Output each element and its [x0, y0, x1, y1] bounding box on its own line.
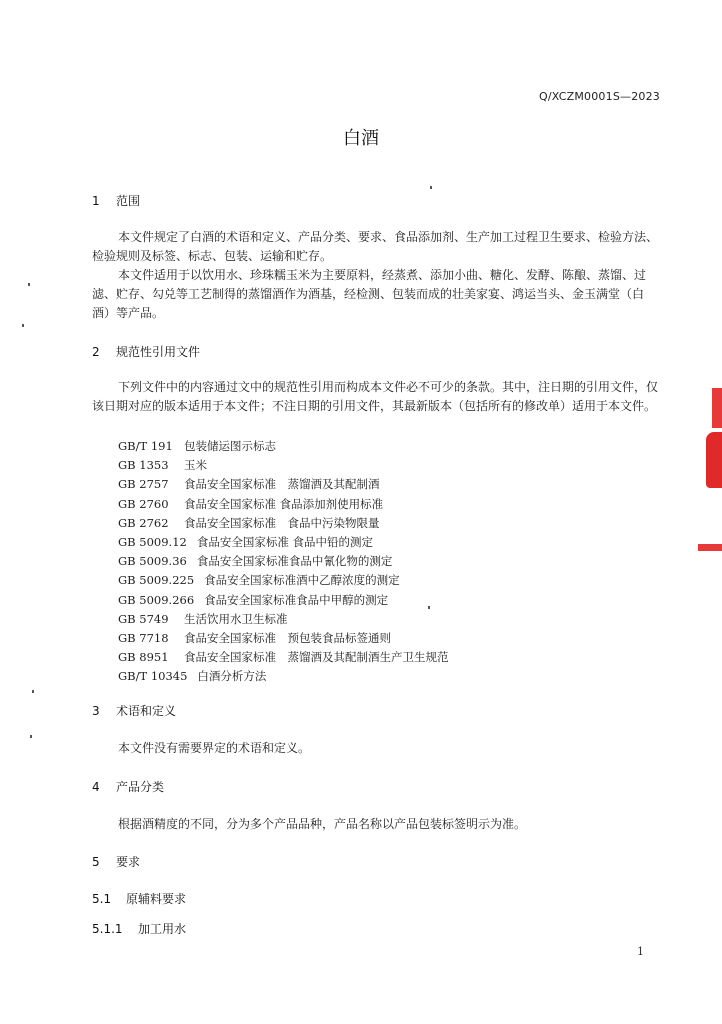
reference-code: GB/T 191	[118, 439, 173, 453]
reference-title: 食品安全国家标准 食品中污染物限量	[184, 515, 380, 530]
section-1-paragraph-2	[92, 266, 660, 323]
standard-code: Q/XCZM0001S—2023	[539, 90, 660, 103]
reference-title: 包装储运图示标志	[184, 439, 276, 453]
reference-title: 食品安全国家标准酒中乙醇浓度的测定	[204, 573, 400, 588]
section-2-paragraph-1	[92, 378, 660, 416]
reference-item	[118, 629, 449, 648]
section-title: 原辅料要求	[126, 892, 187, 906]
scan-speck	[430, 186, 432, 189]
reference-title: 食品安全国家标准食品中甲醇的测定	[204, 592, 389, 607]
reference-item	[118, 667, 449, 686]
paragraph-text: 根据酒精度的不同，分为多个产品品种，产品名称以产品包装标签明示为准。	[118, 817, 527, 831]
reference-code: GB 5009.266	[118, 592, 195, 607]
paragraph-text: 本文件规定了白酒的术语和定义、产品分类、要求、食品添加剂、生产加工过程卫生要求、检验方法、检验规则及标签、标志、包装、运输和贮存。	[92, 230, 659, 263]
reference-title: 白酒分析方法	[197, 669, 267, 684]
reference-item	[118, 571, 449, 590]
scan-stamp-fragment	[712, 388, 722, 428]
section-number: 3	[92, 704, 100, 718]
reference-item	[118, 437, 449, 456]
scan-speck	[32, 690, 34, 693]
paragraph-text: 本文件没有需要界定的术语和定义。	[118, 741, 311, 755]
section-number: 5	[92, 855, 100, 869]
section-5-1-heading	[92, 890, 186, 907]
section-number: 5.1	[92, 892, 112, 906]
reference-item	[118, 514, 449, 533]
reference-code: GB 5749	[118, 611, 169, 626]
reference-title: 食品安全国家标准 蒸馏酒及其配制酒生产卫生规范	[184, 650, 449, 665]
section-3-paragraph-1	[92, 739, 660, 758]
reference-title: 食品安全国家标准 蒸馏酒及其配制酒	[184, 477, 380, 492]
scan-speck	[30, 735, 32, 738]
section-number: 2	[92, 345, 100, 359]
normative-reference-list	[118, 437, 449, 687]
reference-item	[118, 456, 449, 475]
section-number: 5.1.1	[92, 922, 123, 936]
reference-code: GB 2760	[118, 496, 169, 511]
reference-code: GB 5009.12	[118, 535, 187, 550]
section-4-paragraph-1	[92, 815, 660, 834]
section-3-heading	[92, 702, 176, 719]
paragraph-text: 本文件适用于以饮用水、珍珠糯玉米为主要原料，经蒸煮、添加小曲、糖化、发酵、陈酿、蒸馏、过滤、贮存、勾兑等工艺制得的蒸馏酒作为酒基，经检测、包装而成的壮美家宴、鸿运当头、金玉满堂（白酒）等产品。	[92, 268, 647, 320]
section-title: 范围	[116, 194, 141, 208]
section-number: 1	[92, 194, 100, 208]
reference-item	[118, 533, 449, 552]
section-title: 加工用水	[138, 922, 187, 936]
scan-speck	[22, 324, 24, 327]
reference-item	[118, 475, 449, 494]
reference-title: 生活饮用水卫生标准	[184, 611, 288, 626]
reference-item	[118, 648, 449, 667]
reference-item	[118, 610, 449, 629]
reference-code: GB 5009.36	[118, 554, 187, 569]
section-2-heading	[92, 343, 200, 360]
section-1-paragraph-1	[92, 228, 660, 266]
section-5-heading	[92, 853, 140, 870]
reference-code: GB 7718	[118, 631, 169, 646]
reference-item	[118, 552, 449, 571]
scan-speck	[428, 606, 430, 609]
scan-speck	[28, 283, 30, 286]
section-number: 4	[92, 780, 100, 794]
reference-title: 食品安全国家标准 食品添加剂使用标准	[184, 496, 384, 511]
reference-code: GB 2757	[118, 477, 169, 492]
section-4-heading	[92, 778, 164, 795]
reference-code: GB 5009.225	[118, 573, 195, 588]
section-1-heading	[92, 192, 140, 209]
paragraph-text: 下列文件中的内容通过文中的规范性引用而构成本文件必不可少的条款。其中，注日期的引用文件，仅该日期对应的版本适用于本文件；不注日期的引用文件，其最新版本（包括所有的修改单）适用于本文件。	[92, 380, 659, 413]
document-title: 白酒	[343, 128, 379, 149]
section-title: 规范性引用文件	[116, 345, 201, 359]
section-title: 产品分类	[116, 780, 165, 794]
reference-title: 玉米	[184, 458, 207, 473]
reference-code: GB 8951	[118, 650, 169, 665]
section-5-1-1-heading	[92, 920, 186, 937]
reference-title: 食品安全国家标准 食品中铅的测定	[196, 535, 374, 550]
scan-stamp-fragment	[698, 544, 722, 551]
section-title: 术语和定义	[116, 704, 177, 718]
reference-code: GB 1353	[118, 458, 169, 473]
page-number: 1	[637, 945, 644, 958]
reference-item	[118, 495, 449, 514]
reference-title: 食品安全国家标准食品中氰化物的测定	[196, 554, 393, 569]
scan-stamp-fragment	[706, 432, 722, 488]
reference-code: GB/T 10345	[118, 669, 188, 684]
section-title: 要求	[116, 855, 141, 869]
reference-title: 食品安全国家标准 预包装食品标签通则	[184, 631, 391, 646]
reference-code: GB 2762	[118, 515, 169, 530]
reference-item	[118, 591, 449, 610]
